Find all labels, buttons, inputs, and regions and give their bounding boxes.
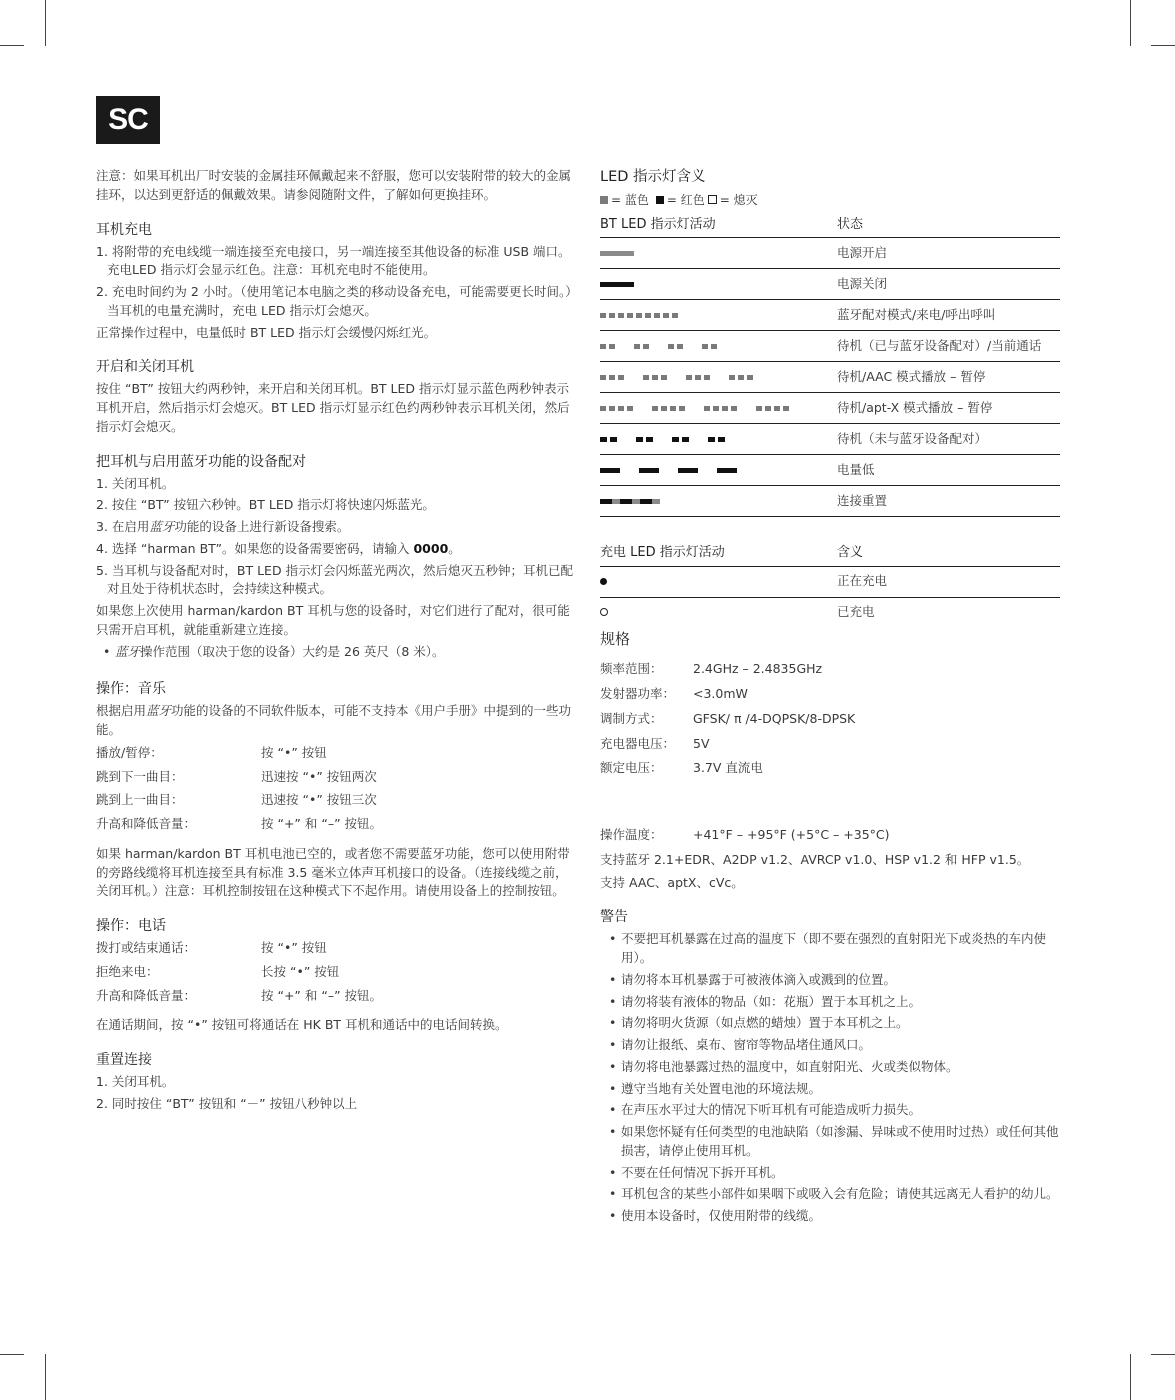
table-row: 频率范围： 2.4GHz – 2.4835GHz — [600, 661, 823, 677]
table-row: 待机（未与蓝牙设备配对） — [600, 424, 1060, 455]
column-header: BT LED 指示灯活动 — [600, 211, 837, 238]
led-pattern-blue-x3 — [600, 362, 837, 393]
pairing-steps — [96, 475, 574, 600]
list-item: 2. 充电时间约为 2 小时。（使用笔记本电脑之类的移动设备充电，可能需要更长时间。）当耳机的电量充满时，充电 LED 指示灯会熄灭。 — [96, 284, 572, 318]
list-item: 1. 关闭耳机。 — [96, 1074, 175, 1089]
column-header: 状态 — [837, 211, 1060, 238]
table-row: 拒绝来电： 长按 “•” 按钮 — [96, 963, 340, 979]
led-pattern-red-long — [600, 455, 837, 486]
intro-note: 注意：如果耳机出厂时安装的金属挂环佩戴起来不舒服，您可以安装附带的较大的金属挂环，以达到更舒适的佩戴效果。请参阅随附文件，了解如何更换挂环。 — [96, 168, 572, 202]
pairing-note: 如果您上次使用 harman/kardon BT 耳机与您的设备时，对它们进行了配对，很可能只需开启耳机，就能重新建立连接。 — [96, 603, 570, 637]
led-legend: = 蓝色 = 红色 = 熄灭 — [600, 191, 1060, 209]
table-row: 升高和降低音量： 按 “+” 和 “–” 按钮。 — [96, 816, 383, 831]
crop-mark — [1130, 1354, 1131, 1400]
table-row: 跳到上一曲目： 迅速按 “•” 按钮三次 — [96, 792, 377, 808]
music-intro: 根据启用蓝牙功能的设备的不同软件版本，可能不支持本《用户手册》中提到的一些功能。 — [96, 703, 572, 737]
phone-heading: 操作：电话 — [96, 918, 166, 934]
table-row: 跳到下一曲目： 迅速按 “•” 按钮两次 — [96, 768, 377, 784]
support-codecs: 支持 AAC、aptX、cVc。 — [600, 874, 744, 890]
table-row: 待机（已与蓝牙设备配对）/当前通话 — [600, 331, 1060, 362]
crop-mark — [0, 45, 24, 46]
bt-led-table — [600, 211, 1060, 518]
crop-mark — [0, 1354, 24, 1355]
warnings-list — [602, 930, 1060, 1226]
led-pattern-fast-blue — [600, 300, 837, 331]
crop-mark — [45, 0, 46, 46]
column-header: 含义 — [837, 539, 1060, 566]
off-square-icon — [708, 195, 717, 204]
list-item: • 耳机包含的某些小部件如果咽下或吸入会有危险；请使其远离无人看护的幼儿。 — [602, 1185, 1060, 1204]
list-item: • 使用本设备时，仅使用附带的线缆。 — [602, 1207, 1060, 1226]
phone-note: 在通话期间，按 “•” 按钮可将通话在 HK BT 耳机和通话中的电话间转换。 — [96, 1017, 508, 1033]
red-square-icon — [656, 196, 664, 204]
list-item: 2. 按住 “BT” 按钮六秒钟。BT LED 指示灯将快速闪烁蓝光。 — [96, 497, 435, 513]
right-column — [600, 167, 1060, 1229]
table-row: 电源开启 — [600, 238, 1060, 269]
power-text: 按住 “BT” 按钮大约两秒钟，来开启和关闭耳机。BT LED 指示灯显示蓝色两秒钟表示耳机开启，然后指示灯会熄灭。BT LED 指示灯显示红色约两秒钟表示耳机关闭，然后指示灯会熄灭。 — [96, 381, 570, 434]
table-row: 待机/AAC 模式播放 – 暂停 — [600, 362, 1060, 393]
charge-led-table — [600, 539, 1060, 628]
list-item: • 如果您怀疑有任何类型的电池缺陷（如渗漏、异味或不使用时过热）或任何其他损害，请停止使用耳机。 — [602, 1123, 1060, 1161]
list-item: • 请勿将装有液体的物品（如：花瓶）置于本耳机之上。 — [602, 993, 1060, 1012]
column-header: 充电 LED 指示灯活动 — [600, 539, 837, 566]
list-item: 1. 关闭耳机。 — [96, 475, 175, 491]
language-badge: SC — [96, 96, 160, 144]
left-column — [96, 167, 574, 1117]
table-row: 电源关闭 — [600, 269, 1060, 300]
table-row: 调制方式： GFSK/ π /4-DQPSK/8-DPSK — [600, 710, 856, 726]
table-row: 拨打或结束通话： 按 “•” 按钮 — [96, 940, 327, 955]
reset-steps — [96, 1073, 574, 1114]
crop-mark — [1130, 0, 1131, 46]
list-item: • 请勿将明火货源（如点燃的蜡烛）置于本耳机之上。 — [602, 1014, 1060, 1033]
table-row: 升高和降低音量： 按 “+” 和 “–” 按钮。 — [96, 987, 383, 1003]
table-row: 正在充电 — [600, 566, 1060, 597]
filled-dot-icon — [600, 566, 837, 597]
list-item: 2. 同时按住 “BT” 按钮和 “－” 按钮八秒钟以上 — [96, 1095, 358, 1111]
phone-controls — [96, 939, 574, 1005]
list-item: • 不要在任何情况下拆开耳机。 — [602, 1164, 1060, 1183]
operating-temperature: 操作温度： +41°F – +95°F (+5°C – +35°C) — [600, 827, 890, 842]
music-heading: 操作：音乐 — [96, 681, 166, 698]
crop-mark — [45, 1354, 46, 1400]
led-pattern-blue-x2 — [600, 331, 837, 362]
led-pattern-solid-blue — [600, 238, 837, 269]
table-row: 充电器电压： 5V — [600, 735, 710, 751]
charging-steps — [96, 243, 574, 321]
crop-mark — [1151, 45, 1175, 46]
list-item: • 请勿将电池暴露过热的温度中，如直射阳光、火或类似物体。 — [602, 1058, 1060, 1077]
table-row: 已充电 — [600, 597, 1060, 628]
table-row: 电量低 — [600, 455, 1060, 486]
warnings-heading: 警告 — [600, 909, 628, 926]
empty-dot-icon — [600, 597, 837, 628]
specs-heading: 规格 — [600, 629, 631, 648]
blue-square-icon — [600, 196, 608, 204]
list-item: • 遵守当地有关处置电池的环境法规。 — [602, 1080, 1060, 1099]
pairing-bullets — [96, 643, 574, 662]
bypass-note: 如果 harman/kardon BT 耳机电池已空的，或者您不需要蓝牙功能，您可以使用附带的旁路线缆将耳机连接至具有标准 3.5 毫米立体声耳机接口的设备。（连接线缆之前，关闭耳机。）注意：耳机控制按钮在这种模式下不起作用。请使用设备上的控制按钮。 — [96, 845, 570, 899]
reset-heading: 重置连接 — [96, 1052, 152, 1068]
support-profiles: 支持蓝牙 2.1+EDR、A2DP v1.2、AVRCP v1.0、HSP v1.2 和 HFP v1.5。 — [600, 851, 1030, 867]
specs-list — [600, 660, 1060, 778]
list-item: • 请勿让报纸、桌布、窗帘等物品堵住通风口。 — [602, 1036, 1060, 1055]
charging-heading: 耳机充电 — [96, 221, 152, 238]
table-row: 待机/apt-X 模式播放 – 暂停 — [600, 393, 1060, 424]
list-item: 1. 将附带的充电线缆一端连接至充电接口，另一端连接至其他设备的标准 USB 端口。充电LED 指示灯会显示红色。注意：耳机充电时不能使用。 — [96, 243, 571, 278]
pairing-heading: 把耳机与启用蓝牙功能的设备配对 — [96, 453, 306, 470]
charging-note: 正常操作过程中，电量低时 BT LED 指示灯会缓慢闪烁红光。 — [96, 324, 437, 340]
music-controls — [96, 744, 574, 834]
table-row: 连接重置 — [600, 486, 1060, 517]
list-item: 4. 选择 “harman BT”。如果您的设备需要密码，请输入 0000。 — [96, 540, 461, 556]
list-item: • 不要把耳机暴露在过高的温度下（即不要在强烈的直射阳光下或炎热的车内使用）。 — [602, 930, 1060, 968]
table-row: 播放/暂停： 按 “•” 按钮 — [96, 744, 327, 760]
table-row: 蓝牙配对模式/来电/呼出呼叫 — [600, 300, 1060, 331]
list-item: 3. 在启用蓝牙功能的设备上进行新设备搜索。 — [96, 519, 350, 534]
list-item: • 在声压水平过大的情况下听耳机有可能造成听力损失。 — [602, 1101, 1060, 1120]
list-item: • 请勿将本耳机暴露于可被液体滴入或溅到的位置。 — [602, 971, 1060, 990]
crop-mark — [1151, 1354, 1175, 1355]
power-heading: 开启和关闭耳机 — [96, 359, 194, 376]
led-heading: LED 指示灯含义 — [600, 169, 706, 185]
list-item: 5. 当耳机与设备配对时，BT LED 指示灯会闪烁蓝光两次，然后熄灭五秒钟；耳机已配对且处于待机状态时，会持续这种模式。 — [96, 562, 574, 597]
led-pattern-red-blue — [600, 486, 837, 517]
list-item: • 蓝牙操作范围（取决于您的设备）大约是 26 英尺（8 米）。 — [96, 643, 574, 662]
table-row: 额定电压： 3.7V 直流电 — [600, 760, 763, 776]
led-pattern-solid-red — [600, 269, 837, 300]
table-row: 发射器功率： <3.0mW — [600, 686, 748, 701]
led-pattern-blue-x4 — [600, 393, 837, 424]
led-pattern-red-x2 — [600, 424, 837, 455]
